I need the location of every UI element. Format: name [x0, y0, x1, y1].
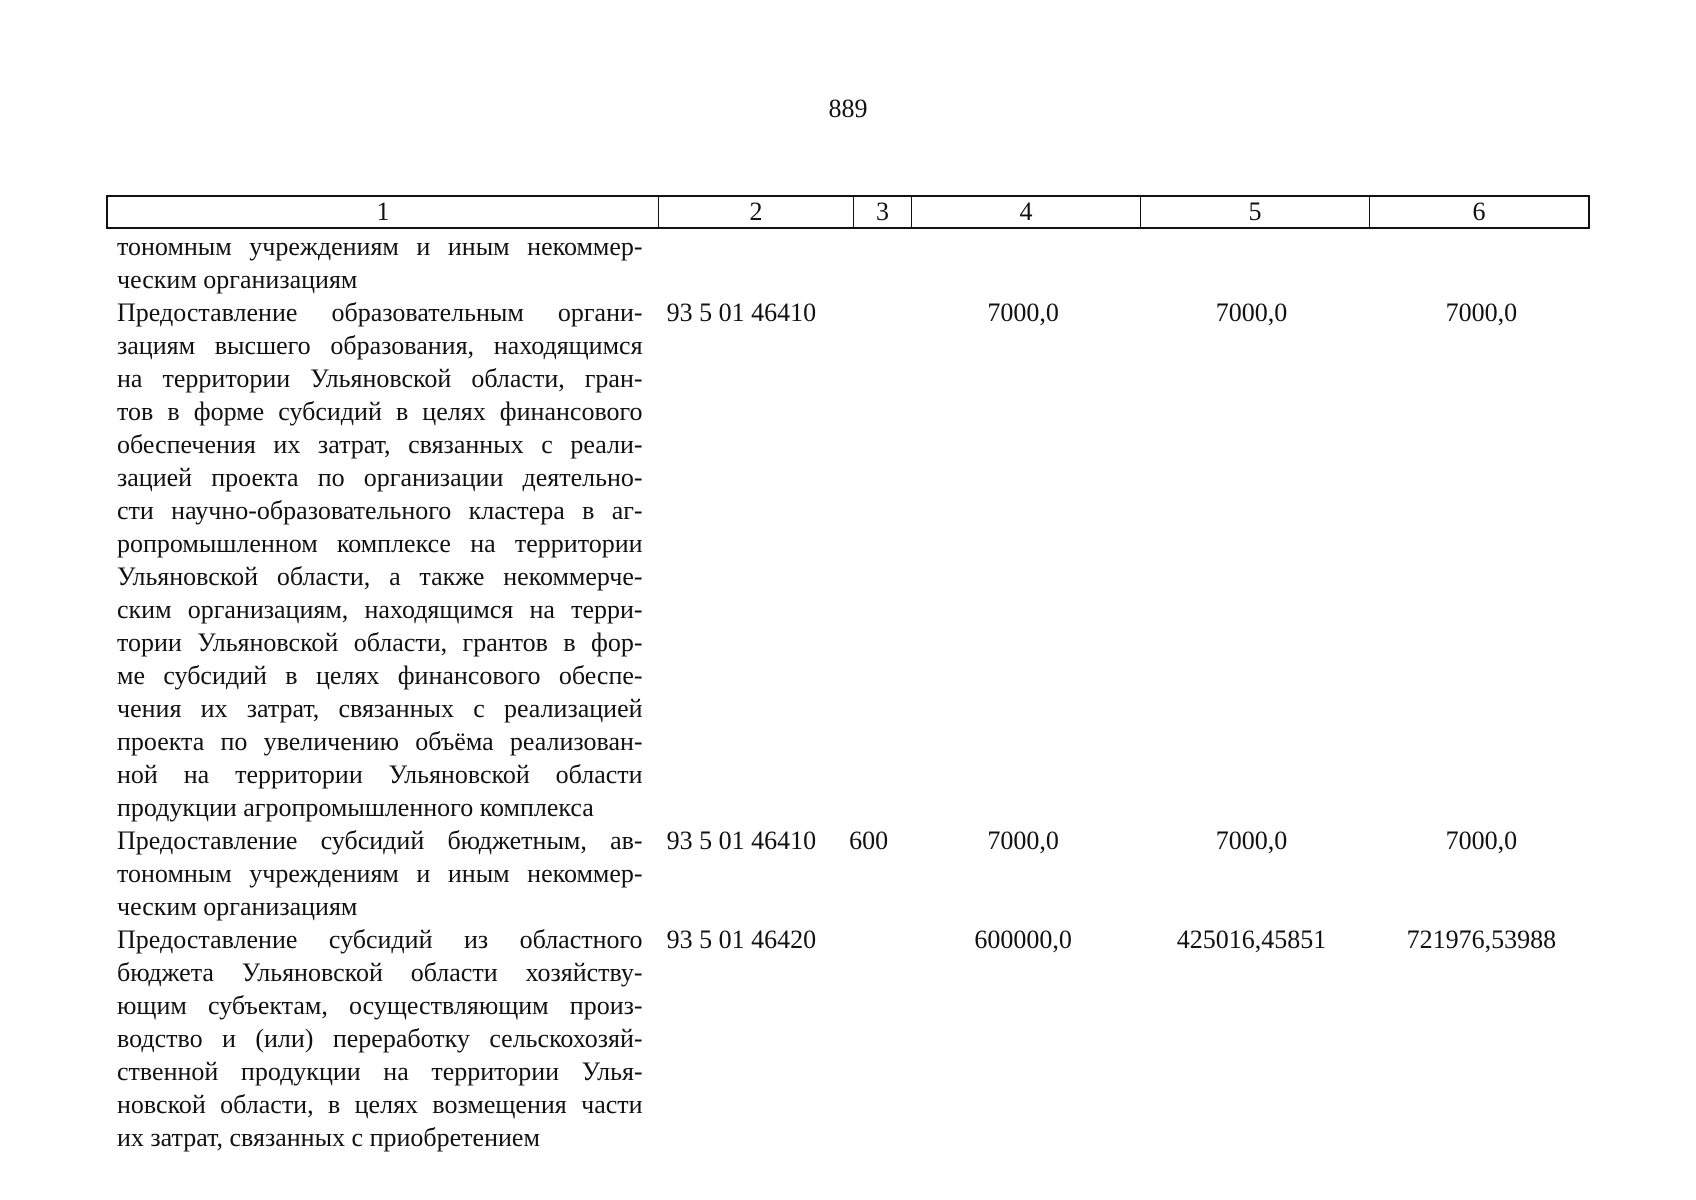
description-line: ме субсидий в целях финансового обеспе- — [117, 661, 643, 690]
description-line: Предоставление субсидий из областного — [117, 925, 643, 954]
column-header-5: 5 — [1141, 197, 1370, 227]
row-value-6: 7000,0 — [1445, 826, 1518, 855]
column-header-4: 4 — [912, 197, 1141, 227]
description-line: тономным учреждениям и иным некоммер- — [117, 232, 643, 261]
row-description — [117, 230, 643, 296]
row-value-4: 600000,0 — [974, 925, 1072, 954]
description-line: ющим субъектам, осуществляющим произ- — [117, 991, 643, 1020]
row-description — [117, 923, 643, 1154]
description-line: ной на территории Ульяновской области — [117, 760, 643, 789]
row-description — [117, 296, 643, 824]
table-row — [117, 824, 1597, 923]
table-header — [106, 195, 1590, 229]
description-line: бюджета Ульяновской области хозяйству- — [117, 958, 643, 987]
description-line: продукции агропромышленного комплекса — [117, 793, 594, 822]
row-expense-type: 600 — [849, 826, 889, 855]
column-header-3: 3 — [854, 197, 912, 227]
table-row — [117, 296, 1597, 824]
table-row — [117, 923, 1597, 1154]
description-line: тов в форме субсидий в целях финансового — [117, 397, 643, 426]
table-body — [117, 230, 1597, 1154]
description-line: на территории Ульяновской области, гран- — [117, 364, 643, 393]
description-line: Предоставление образовательным органи- — [117, 298, 643, 327]
row-value-5: 425016,45851 — [1176, 925, 1327, 954]
description-line: тории Ульяновской области, грантов в фор- — [117, 628, 643, 657]
row-value-6: 7000,0 — [1445, 298, 1518, 327]
description-line: ственной продукции на территории Улья- — [117, 1057, 643, 1086]
description-line: зацией проекта по организации деятельно- — [117, 463, 643, 492]
column-header-6: 6 — [1472, 197, 1486, 226]
description-line: ским организациям, находящимся на терри- — [117, 595, 643, 624]
description-line: обеспечения их затрат, связанных с реали- — [117, 430, 643, 459]
column-header-1: 1 — [108, 197, 659, 227]
row-value-6: 721976,53988 — [1406, 925, 1557, 954]
description-line: Ульяновской области, а также некоммерче- — [117, 562, 643, 591]
description-line: проекта по увеличению объёма реализован- — [117, 727, 643, 756]
description-line: новской области, в целях возмещения части — [117, 1090, 643, 1119]
description-line: водство и (или) переработку сельскохозяй- — [117, 1024, 643, 1053]
row-value-5: 7000,0 — [1215, 826, 1288, 855]
row-value-4: 7000,0 — [987, 298, 1059, 327]
description-line: зациям высшего образования, находящимся — [117, 331, 643, 360]
description-line: Предоставление субсидий бюджетным, ав- — [117, 826, 643, 855]
table-row — [117, 230, 1597, 296]
column-header-2: 2 — [659, 197, 854, 227]
description-line: сти научно-образовательного кластера в аг- — [117, 496, 643, 525]
description-line: их затрат, связанных с приобретением — [117, 1123, 540, 1152]
row-value-4: 7000,0 — [987, 826, 1059, 855]
row-code: 93 5 01 46420 — [666, 925, 817, 954]
row-value-5: 7000,0 — [1215, 298, 1288, 327]
row-code: 93 5 01 46410 — [666, 826, 817, 855]
row-code: 93 5 01 46410 — [666, 298, 817, 327]
description-line: тономным учреждениям и иным некоммер- — [117, 859, 643, 888]
description-line: ческим организациям — [117, 265, 358, 294]
description-line: ческим организациям — [117, 892, 358, 921]
description-line: чения их затрат, связанных с реализацией — [117, 694, 643, 723]
page-number: 889 — [828, 94, 868, 123]
row-description — [117, 824, 643, 923]
description-line: ропромышленном комплексе на территории — [117, 529, 643, 558]
